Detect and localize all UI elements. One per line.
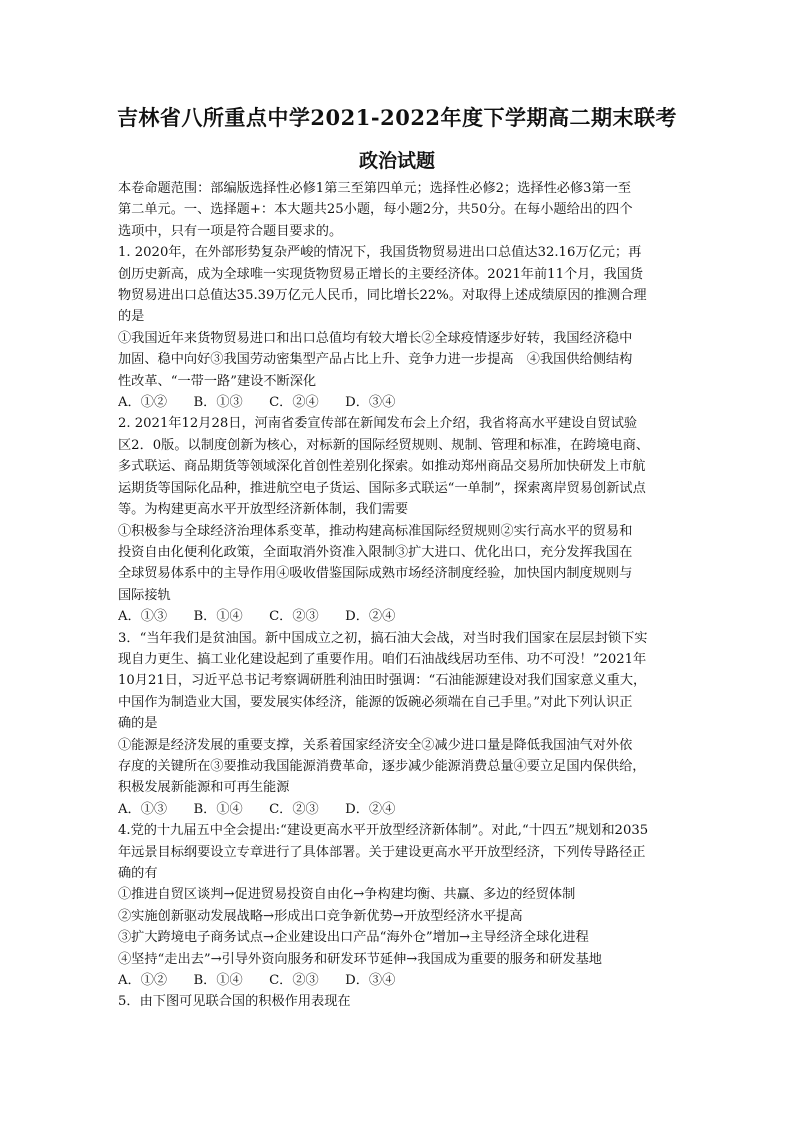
statement-line: ①积极参与全球经济治理体系变革，推动构建高标准国际经贸规则②实行高水平的贸易和 bbox=[118, 523, 633, 539]
intro-line: 本卷命题范围：部编版选择性必修1第三至第四单元；选择性必修2；选择性必修3第一至 bbox=[118, 181, 632, 196]
question-stem-line: 运期货等国际化品种，推进航空电子货运、国际多式联运“一单制”，探索离岸贸易创新试点 bbox=[118, 480, 646, 496]
statement-line: ②实施创新驱动发展战略→形成出口竞争新优势→开放型经济水平提高 bbox=[118, 908, 523, 924]
intro-line: 选项中，只有一项是符合题目要求的。 bbox=[118, 223, 343, 239]
question-stem-line: 5．由下图可见联合国的积极作用表现在 bbox=[118, 994, 351, 1010]
statement-line: ①推进自贸区谈判→促进贸易投资自由化→争构建均衡、共赢、多边的经贸体制 bbox=[118, 887, 576, 903]
statement-line: 存度的关键所在③要推动我国能源消费革命，逐步减少能源消费总量④要立足国内保供给， bbox=[118, 758, 646, 774]
question-stem-line: 的是 bbox=[118, 309, 145, 325]
question-3 bbox=[118, 628, 678, 821]
question-stem-line: 区2．0版。以制度创新为核心，对标新的国际经贸规则、规制、管理和标准，在跨境电商、 bbox=[118, 437, 650, 453]
question-stem-line: 确的有 bbox=[118, 866, 158, 881]
question-5 bbox=[118, 991, 678, 1012]
question-stem-line: 年远景目标纲要设立专章进行了具体部署。关于建设更高水平开放型经济，下列传导路径正 bbox=[118, 844, 646, 860]
question-4 bbox=[118, 820, 678, 991]
statement-line: ①能源是经济发展的重要支撑，关系着国家经济安全②减少进口量是降低我国油气对外依 bbox=[118, 737, 633, 753]
question-stem-line: 中国作为制造业大国，要发展实体经济，能源的饭碗必须端在自己手里。”对此下列认识正 bbox=[118, 694, 633, 710]
statement-line: ③扩大跨境电子商务试点→企业建设出口产品“海外仓”增加→主导经济全球化进程 bbox=[118, 930, 589, 946]
question-stem-line: 4.党的十九届五中全会提出:“建设更高水平开放型经济新体制”。对此,“十四五”规划和2035 bbox=[118, 823, 649, 839]
answer-options: A．①③ B．①④ C．②③ D．②④ bbox=[118, 609, 396, 625]
question-list bbox=[118, 242, 678, 1013]
statement-line: 国际接轨 bbox=[118, 587, 171, 603]
exam-content bbox=[118, 178, 678, 1013]
question-stem-line: 现自力更生、搞工业化建设起到了重要作用。咱们石油战线居功至伟、功不可没！”2021年 bbox=[118, 651, 647, 667]
question-1 bbox=[118, 242, 678, 413]
question-2 bbox=[118, 413, 678, 627]
statement-line: ①我国近年来货物贸易进口和出口总值均有较大增长②全球疫情逐步好转，我国经济稳中 bbox=[118, 330, 633, 346]
question-stem-line: 多式联运、商品期货等领域深化首创性差别化探索。如推动郑州商品交易所加快研发上市航 bbox=[118, 459, 646, 475]
statement-line: 性改革、“一带一路”建设不断深化 bbox=[118, 373, 317, 389]
question-stem-line: 10月21日，习近平总书记考察调研胜利油田时强调：“石油能源建设对我们国家意义重大， bbox=[118, 673, 647, 689]
question-stem-line: 2. 2021年12月28日，河南省委宣传部在新闻发布会上介绍，我省将高水平建设自贸试验 bbox=[118, 416, 638, 432]
statement-line: 加固、稳中向好③我国劳动密集型产品占比上升、竞争力进一步提高 ④我国供给侧结构 bbox=[118, 352, 633, 368]
question-stem-line: 物贸易进出口总值达35.39万亿元人民币，同比增长22%。对取得上述成绩原因的推测合理 bbox=[118, 288, 647, 304]
question-stem-line: 确的是 bbox=[118, 716, 158, 732]
intro-block bbox=[118, 178, 678, 242]
statement-line: 投资自由化便利化政策，全面取消外资准入限制③扩大进口、优化出口，充分发挥我国在 bbox=[118, 544, 633, 560]
question-stem-line: 创历史新高，成为全球唯一实现货物贸易正增长的主要经济体。2021年前11个月，我国货 bbox=[118, 266, 644, 282]
answer-options: A．①③ B．①④ C．②③ D．②④ bbox=[118, 801, 396, 817]
answer-options: A．①② B．①③ C．②④ D．③④ bbox=[118, 395, 396, 411]
statement-line: 积极发展新能源和可再生能源 bbox=[118, 780, 290, 796]
question-stem-line: 1. 2020年，在外部形势复杂严峻的情况下，我国货物贸易进出口总值达32.16万亿元；再 bbox=[118, 245, 642, 261]
intro-line: 第二单元。一、选择题+：本大题共25小题，每小题2分，共50分。在每小题给出的四个 bbox=[118, 202, 633, 218]
statement-line: 全球贸易体系中的主导作用④吸收借鉴国际成熟市场经济制度经验，加快国内制度规则与 bbox=[118, 566, 633, 582]
question-stem-line: 等。为构建更高水平开放型经济新体制，我们需要 bbox=[118, 502, 409, 518]
page-subtitle: 政治试题 bbox=[358, 150, 435, 172]
answer-options: A．①② B．①④ C．②③ D．③④ bbox=[118, 973, 396, 989]
statement-line: ④坚持“走出去”→引导外资向服务和研发环节延伸→我国成为重要的服务和研发基地 bbox=[118, 951, 602, 967]
question-stem-line: 3．“当年我们是贫油国。新中国成立之初，搞石油大会战，对当时我们国家在层层封锁下实 bbox=[118, 630, 648, 646]
page-title: 吉林省八所重点中学2021-2022年度下学期高二期末联考 bbox=[116, 105, 678, 130]
